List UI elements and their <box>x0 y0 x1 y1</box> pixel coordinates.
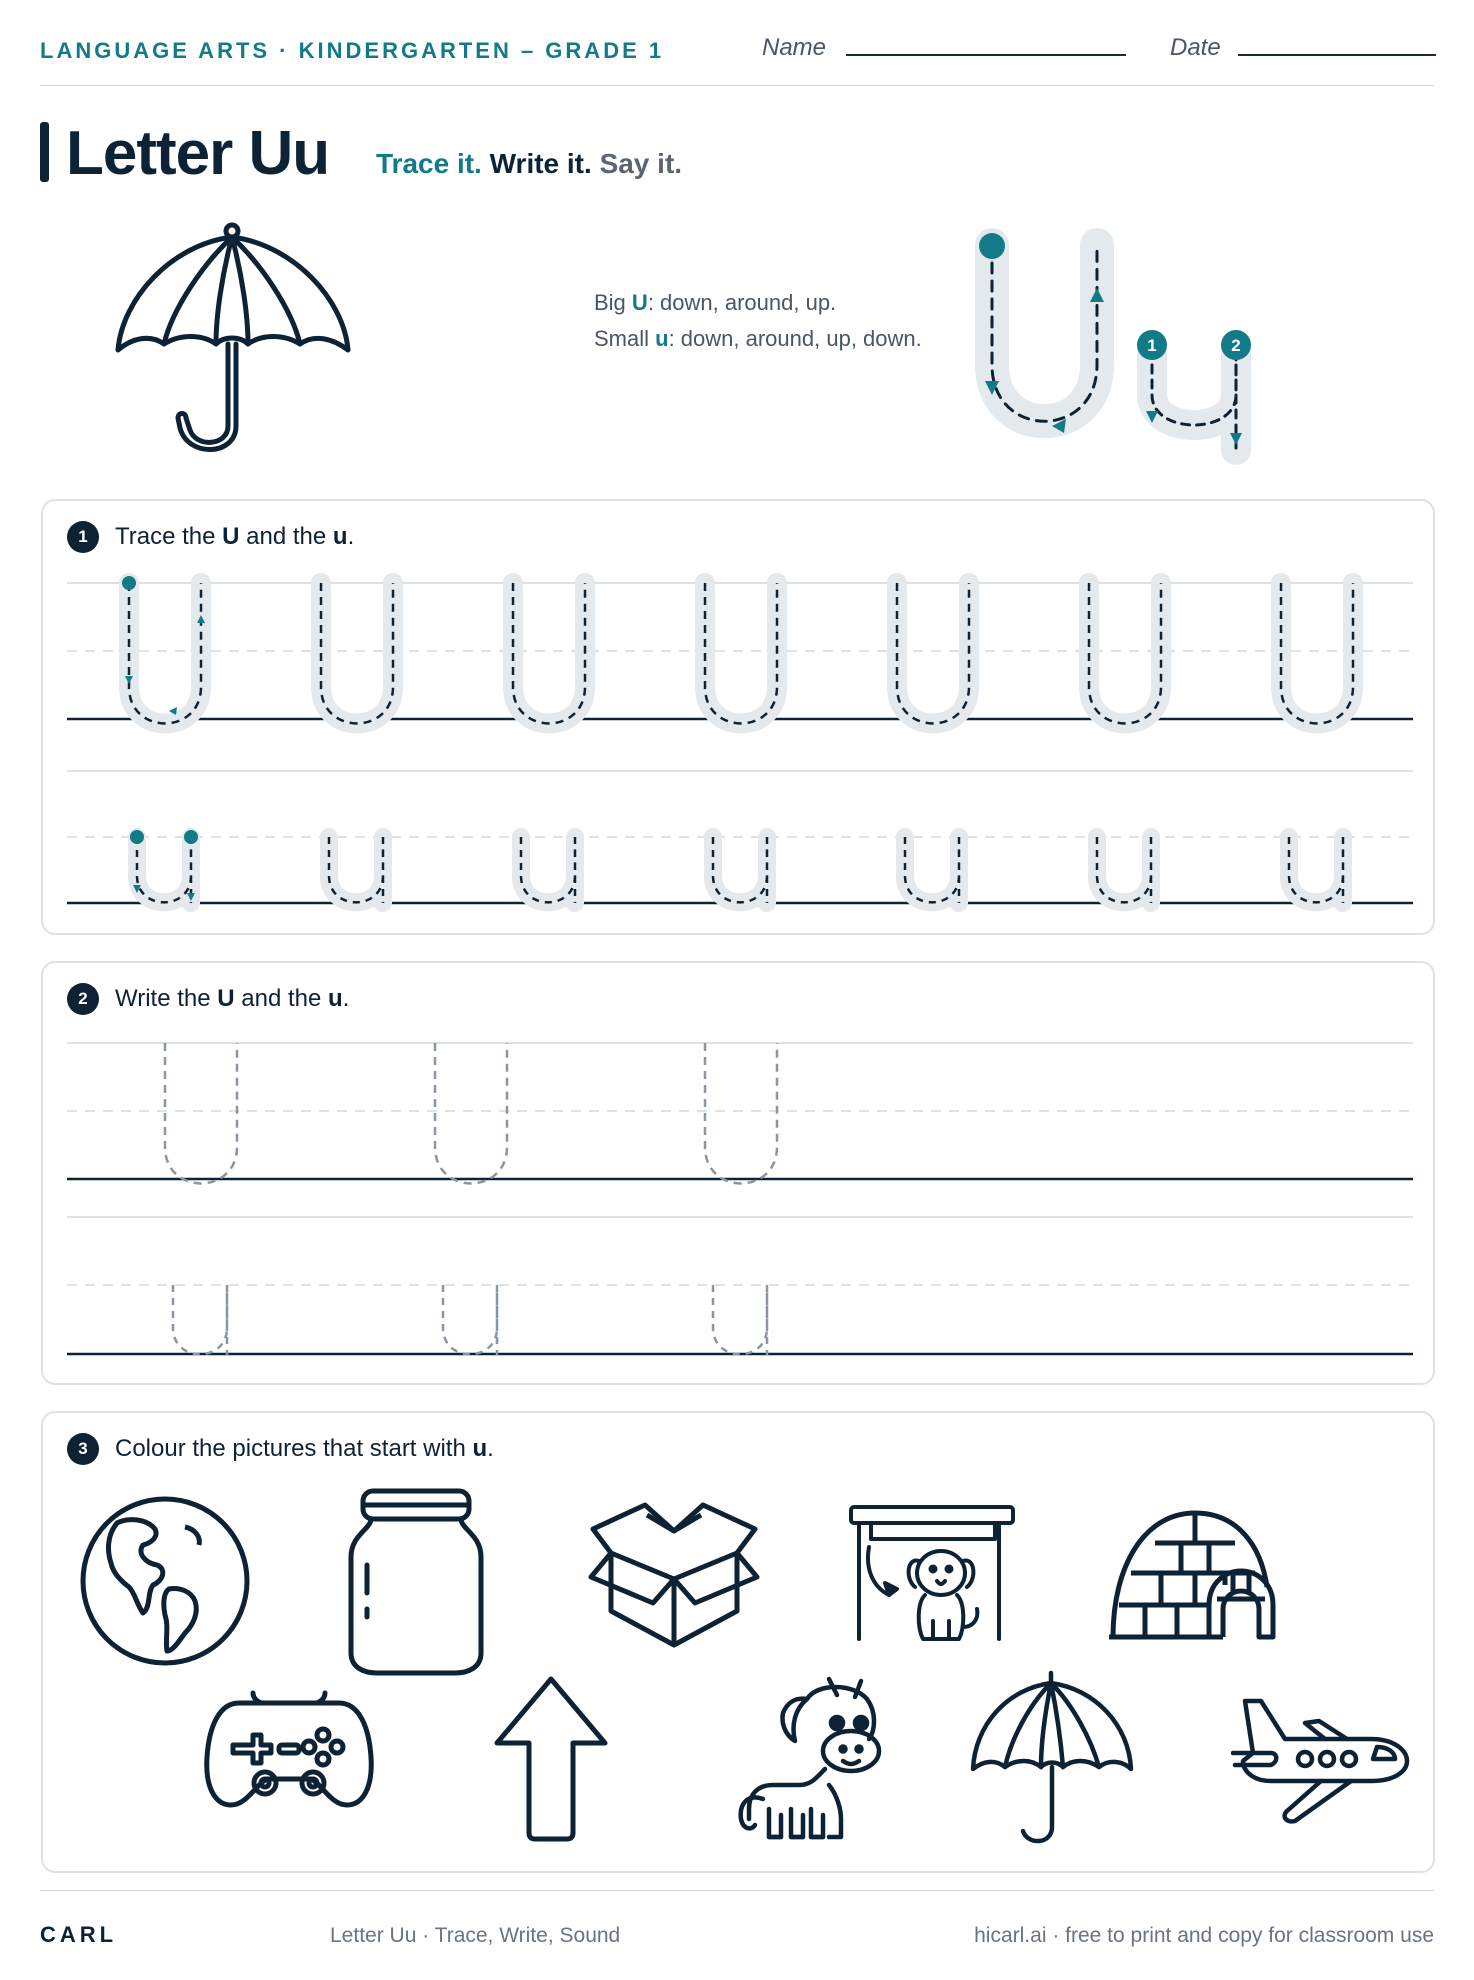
trace-letter-u[interactable] <box>713 837 767 903</box>
instruction-small-letter: u <box>655 326 669 351</box>
s1-upper: U <box>222 523 240 550</box>
trace-letter-u[interactable] <box>329 837 383 903</box>
tagline-trace: Trace it. <box>376 148 482 179</box>
subject-heading: LANGUAGE ARTS · KINDERGARTEN – GRADE 1 <box>40 38 665 63</box>
section-3-number: 3 <box>67 1433 99 1465</box>
write-guide-U[interactable] <box>165 1043 237 1183</box>
write-guide-U[interactable] <box>705 1043 777 1183</box>
write-guide-U[interactable] <box>435 1043 507 1183</box>
write-guide-u[interactable] <box>443 1285 497 1355</box>
section-trace <box>41 499 1435 935</box>
dog-under-table-icon[interactable] <box>845 1499 1019 1647</box>
s3-lower: u <box>472 1435 488 1462</box>
write-lowercase-row[interactable] <box>173 1285 767 1355</box>
stroke-instructions <box>594 285 924 357</box>
trace-letter-U[interactable] <box>897 583 969 723</box>
globe-icon[interactable] <box>77 1493 253 1669</box>
date-label: Date <box>1170 34 1221 61</box>
s1-post: . <box>347 523 355 550</box>
s1-pre: Trace the <box>115 523 223 550</box>
tagline-say: Say it. <box>599 148 683 179</box>
trace-letter-U[interactable] <box>705 583 777 723</box>
igloo-icon[interactable] <box>1105 1505 1277 1645</box>
brand-logo: CARL <box>40 1922 118 1947</box>
write-practice-area[interactable] <box>43 963 1433 1383</box>
trace-letter-U[interactable] <box>1281 583 1353 723</box>
write-guide-u[interactable] <box>713 1285 767 1355</box>
trace-letter-U[interactable] <box>129 583 201 723</box>
trace-lowercase-row[interactable] <box>137 837 1343 903</box>
trace-letter-u[interactable] <box>1097 837 1151 903</box>
s1-mid: and the <box>239 523 333 550</box>
instruction-small-post: : down, around, up, down. <box>668 326 922 351</box>
s1-lower: u <box>332 523 348 550</box>
stroke-number-1: 1 <box>1147 336 1157 355</box>
open-box-icon[interactable] <box>587 1495 761 1651</box>
trace-letter-U[interactable] <box>1089 583 1161 723</box>
footer-title: Letter Uu · Trace, Write, Sound <box>330 1924 621 1947</box>
section-1-number: 1 <box>67 521 99 553</box>
tagline-write: Write it. <box>489 148 592 179</box>
date-line[interactable] <box>1238 54 1436 56</box>
instruction-big <box>594 285 924 321</box>
instruction-small-pre: Small <box>594 326 656 351</box>
jar-icon[interactable] <box>341 1485 491 1679</box>
section-write <box>41 961 1435 1385</box>
s3-post: . <box>487 1435 494 1462</box>
game-controller-icon[interactable] <box>203 1687 375 1811</box>
name-line[interactable] <box>846 54 1126 56</box>
section-3-heading <box>67 1433 494 1465</box>
s2-mid: and the <box>234 985 329 1012</box>
pony-icon[interactable] <box>733 1669 885 1849</box>
trace-letter-u[interactable] <box>521 837 575 903</box>
trace-practice-area[interactable] <box>43 501 1433 933</box>
letter-stroke-model <box>960 225 1260 465</box>
trace-uppercase-row[interactable] <box>129 583 1353 723</box>
trace-letter-u[interactable] <box>137 837 191 903</box>
section-3-text <box>115 1435 494 1463</box>
tagline <box>376 148 682 180</box>
s2-post: . <box>342 985 350 1012</box>
footer-credit: hicarl.ai · free to print and copy for classroom use <box>974 1924 1434 1947</box>
header-divider <box>40 85 1434 86</box>
section-2-number: 2 <box>67 983 99 1015</box>
s2-lower: u <box>328 985 343 1012</box>
stroke-number-2: 2 <box>1231 336 1241 355</box>
trace-letter-u[interactable] <box>1289 837 1343 903</box>
trace-letter-U[interactable] <box>513 583 585 723</box>
write-guide-u[interactable] <box>173 1285 227 1355</box>
instruction-small <box>594 321 924 357</box>
s2-upper: U <box>217 985 235 1012</box>
page-title: Letter Uu <box>66 119 330 188</box>
name-label: Name <box>762 34 827 61</box>
trace-letter-u[interactable] <box>905 837 959 903</box>
trace-letter-U[interactable] <box>321 583 393 723</box>
s2-pre: Write the <box>115 985 218 1012</box>
instruction-big-pre: Big <box>594 290 632 315</box>
umbrella-hero-icon <box>110 220 360 460</box>
airplane-icon[interactable] <box>1231 1695 1411 1825</box>
footer-divider <box>40 1890 1434 1891</box>
section-colour <box>41 1411 1435 1873</box>
up-arrow-icon[interactable] <box>491 1673 611 1845</box>
title-accent-bar <box>40 122 49 182</box>
umbrella-icon[interactable] <box>967 1669 1137 1851</box>
write-uppercase-row[interactable] <box>165 1043 777 1183</box>
instruction-big-letter: U <box>631 290 648 315</box>
instruction-big-post: : down, around, up. <box>647 290 837 315</box>
s3-pre: Colour the pictures that start with <box>115 1435 473 1462</box>
